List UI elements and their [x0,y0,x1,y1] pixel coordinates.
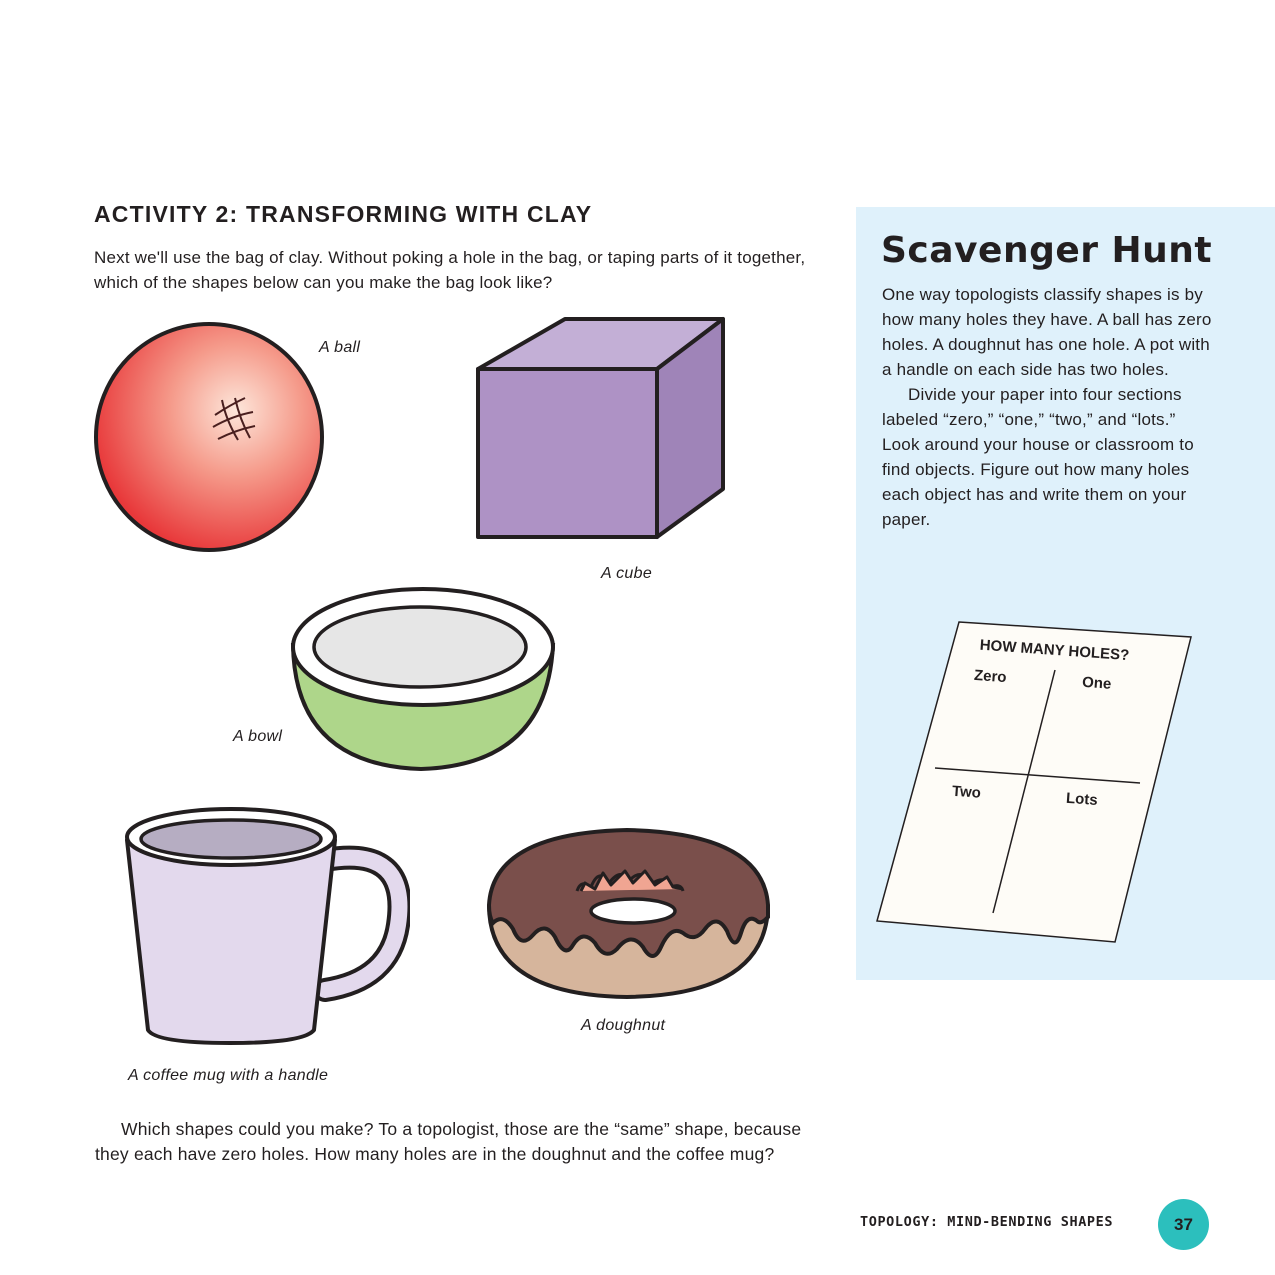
worksheet-label-two: Two [951,782,982,802]
worksheet-label-zero: Zero [973,666,1008,687]
worksheet-title: HOW MANY HOLES? [979,636,1130,665]
book-title: TOPOLOGY: MIND-BENDING SHAPES [860,1214,1114,1230]
doughnut-icon [485,825,775,1005]
sidebar-title: Scavenger Hunt [881,230,1213,271]
caption-doughnut: A doughnut [581,1017,666,1034]
activity-outro: Which shapes could you make? To a topologist, those are the “same” shape, because they each have zero holes. How many holes are in the doughnut and the coffee mug? [95,1119,802,1164]
sidebar-text [882,282,1212,532]
activity-intro: Next we'll use the bag of clay. Without poking a hole in the bag, or taping parts of it together, which of the shapes below can you make the bag look like? [94,248,806,292]
caption-mug: A coffee mug with a handle [128,1067,329,1084]
activity-heading: ACTIVITY 2: TRANSFORMING WITH CLAY [94,201,593,227]
bowl-icon [285,585,565,780]
sidebar-paragraph-2: Divide your paper into four sections labeled “zero,” “one,” “two,” and “lots.” Look around your house or classroom to find objects. Figure out how many holes each object has and write them on your paper. [882,385,1194,529]
caption-cube: A cube [601,565,653,582]
cube-icon [470,312,730,547]
worksheet-label-lots: Lots [1065,789,1099,809]
mug-icon [120,805,410,1050]
caption-ball: A ball [319,339,361,356]
worksheet-illustration [870,615,1200,950]
ball-icon [90,320,330,560]
worksheet-label-one: One [1081,673,1112,693]
caption-bowl: A bowl [233,728,283,745]
page-number-badge: 37 [1158,1199,1209,1250]
sidebar-paragraph-1: One way topologists classify shapes is by how many holes they have. A ball has zero holes. A doughnut has one hole. A pot with a handle on each side has two holes. [882,285,1212,379]
